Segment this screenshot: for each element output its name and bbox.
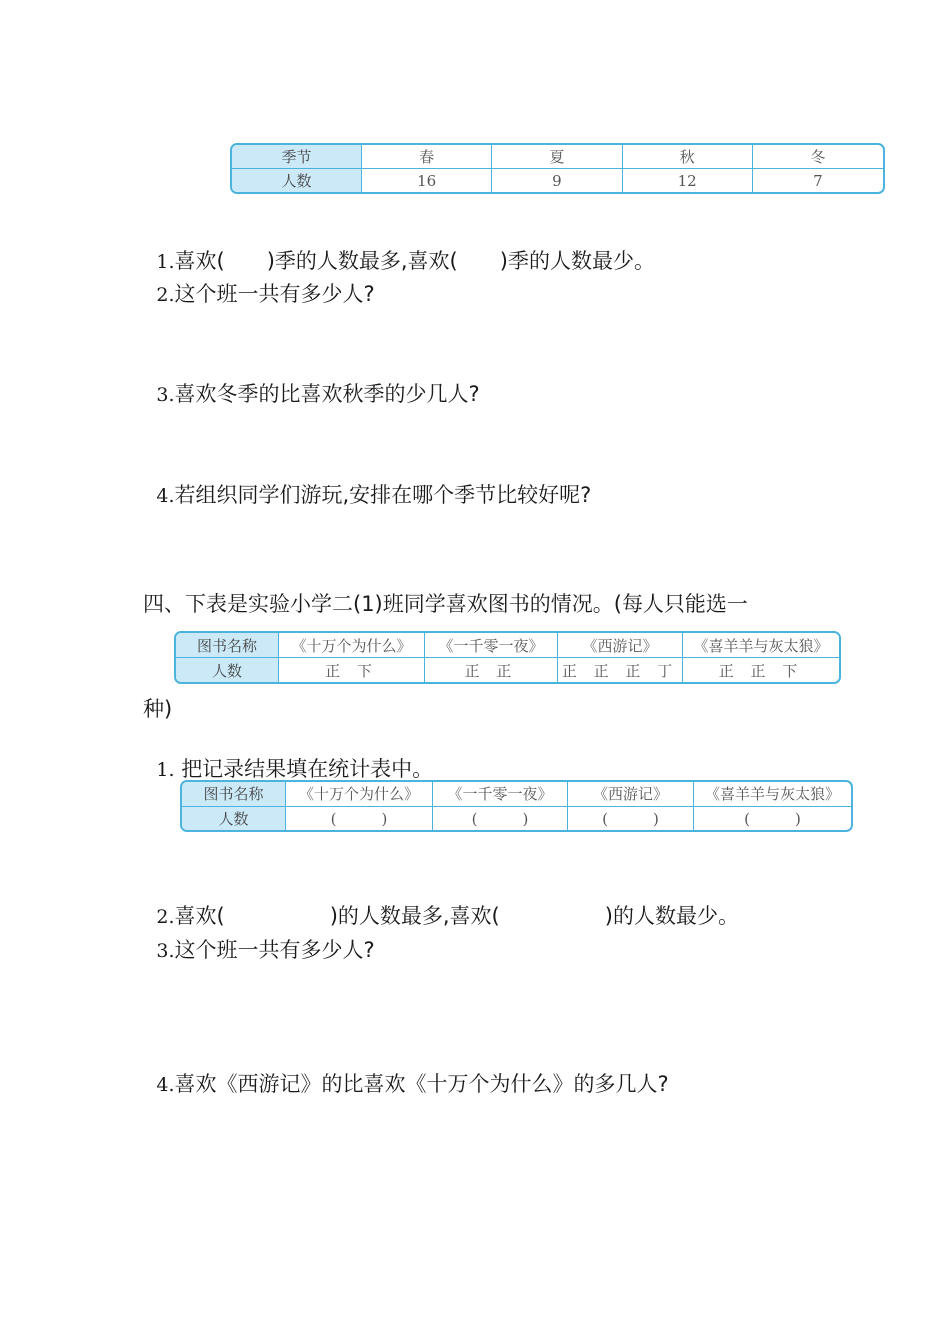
book-name-3: 《西游记》 (568, 782, 694, 807)
question-number: 3. (156, 940, 175, 962)
question-3-2 (143, 255, 375, 308)
count-label: 人数 (182, 807, 286, 830)
tally-marks-2: 正 正 (425, 658, 558, 682)
question-3-4 (143, 456, 591, 509)
tally-marks-1: 正 下 (279, 658, 425, 682)
question-text: 喜欢冬季的比喜欢秋季的少几人? (174, 382, 480, 406)
question-text: 若组织同学们游玩,安排在哪个季节比较好呢? (174, 483, 592, 507)
question-text: 喜欢( )季的人数最多,喜欢( )季的人数最少。 (174, 249, 655, 273)
question-text: 这个班一共有多少人? (174, 282, 375, 306)
count-table-blank-row (182, 807, 851, 830)
blank-count-3[interactable]: ( ) (568, 807, 694, 830)
book-name-1: 《十万个为什么》 (286, 782, 433, 807)
season-count-label: 人数 (232, 169, 362, 192)
book-name-1: 《十万个为什么》 (279, 633, 425, 658)
count-winter: 7 (813, 171, 823, 190)
tally-table-header-row (176, 633, 839, 658)
count-table-header-row (182, 782, 851, 807)
question-3-3 (143, 355, 480, 408)
blank-count-2[interactable]: ( ) (433, 807, 568, 830)
season-autumn: 秋 (623, 145, 753, 169)
season-table-header-row (232, 145, 883, 169)
question-number: 2. (156, 284, 175, 306)
question-number: 1. (156, 759, 175, 781)
book-header-label: 图书名称 (176, 633, 279, 658)
question-number: 1. (156, 251, 175, 273)
tally-marks-4: 正 正 下 (718, 661, 804, 680)
season-table-count-row (232, 169, 883, 192)
season-header-label: 季节 (232, 145, 362, 169)
tally-count-label: 人数 (176, 658, 279, 682)
count-summer: 9 (492, 169, 622, 192)
season-summer: 夏 (492, 145, 622, 169)
blank-count-1[interactable]: ( ) (286, 807, 433, 830)
question-text: 这个班一共有多少人? (174, 938, 375, 962)
count-autumn: 12 (623, 169, 753, 192)
season-winter: 冬 (753, 145, 883, 169)
count-spring: 16 (362, 169, 492, 192)
season-table (230, 143, 885, 194)
tally-marks-3: 正 正 正 丁 (558, 658, 683, 682)
question-4-1 (143, 730, 433, 783)
book-name-4: 《喜羊羊与灰太狼》 (683, 633, 839, 658)
book-tally-table (174, 631, 841, 684)
question-text: 喜欢《西游记》的比喜欢《十万个为什么》的多几人? (174, 1072, 669, 1096)
book-name-3: 《西游记》 (558, 633, 683, 658)
blank-count-4[interactable]: ( ) (744, 809, 801, 828)
question-text: 把记录结果填在统计表中。 (181, 757, 434, 781)
question-text: 喜欢( )的人数最多,喜欢( )的人数最少。 (174, 904, 739, 928)
question-4-4 (143, 1045, 669, 1098)
book-count-table (180, 780, 853, 832)
question-number: 3. (156, 384, 175, 406)
tally-table-count-row (176, 658, 839, 682)
question-4-3 (143, 911, 375, 964)
question-number: 4. (156, 485, 175, 507)
section-4-heading-line2: 种) (143, 697, 173, 721)
section-4-heading-line1: 四、下表是实验小学二(1)班同学喜欢图书的情况。(每人只能选一 (143, 592, 748, 616)
season-spring: 春 (362, 145, 492, 169)
question-number: 2. (156, 906, 175, 928)
book-header-label: 图书名称 (182, 782, 286, 807)
book-name-2: 《一千零一夜》 (433, 782, 568, 807)
question-number: 4. (156, 1074, 175, 1096)
book-name-4: 《喜羊羊与灰太狼》 (694, 782, 851, 807)
book-name-2: 《一千零一夜》 (425, 633, 558, 658)
